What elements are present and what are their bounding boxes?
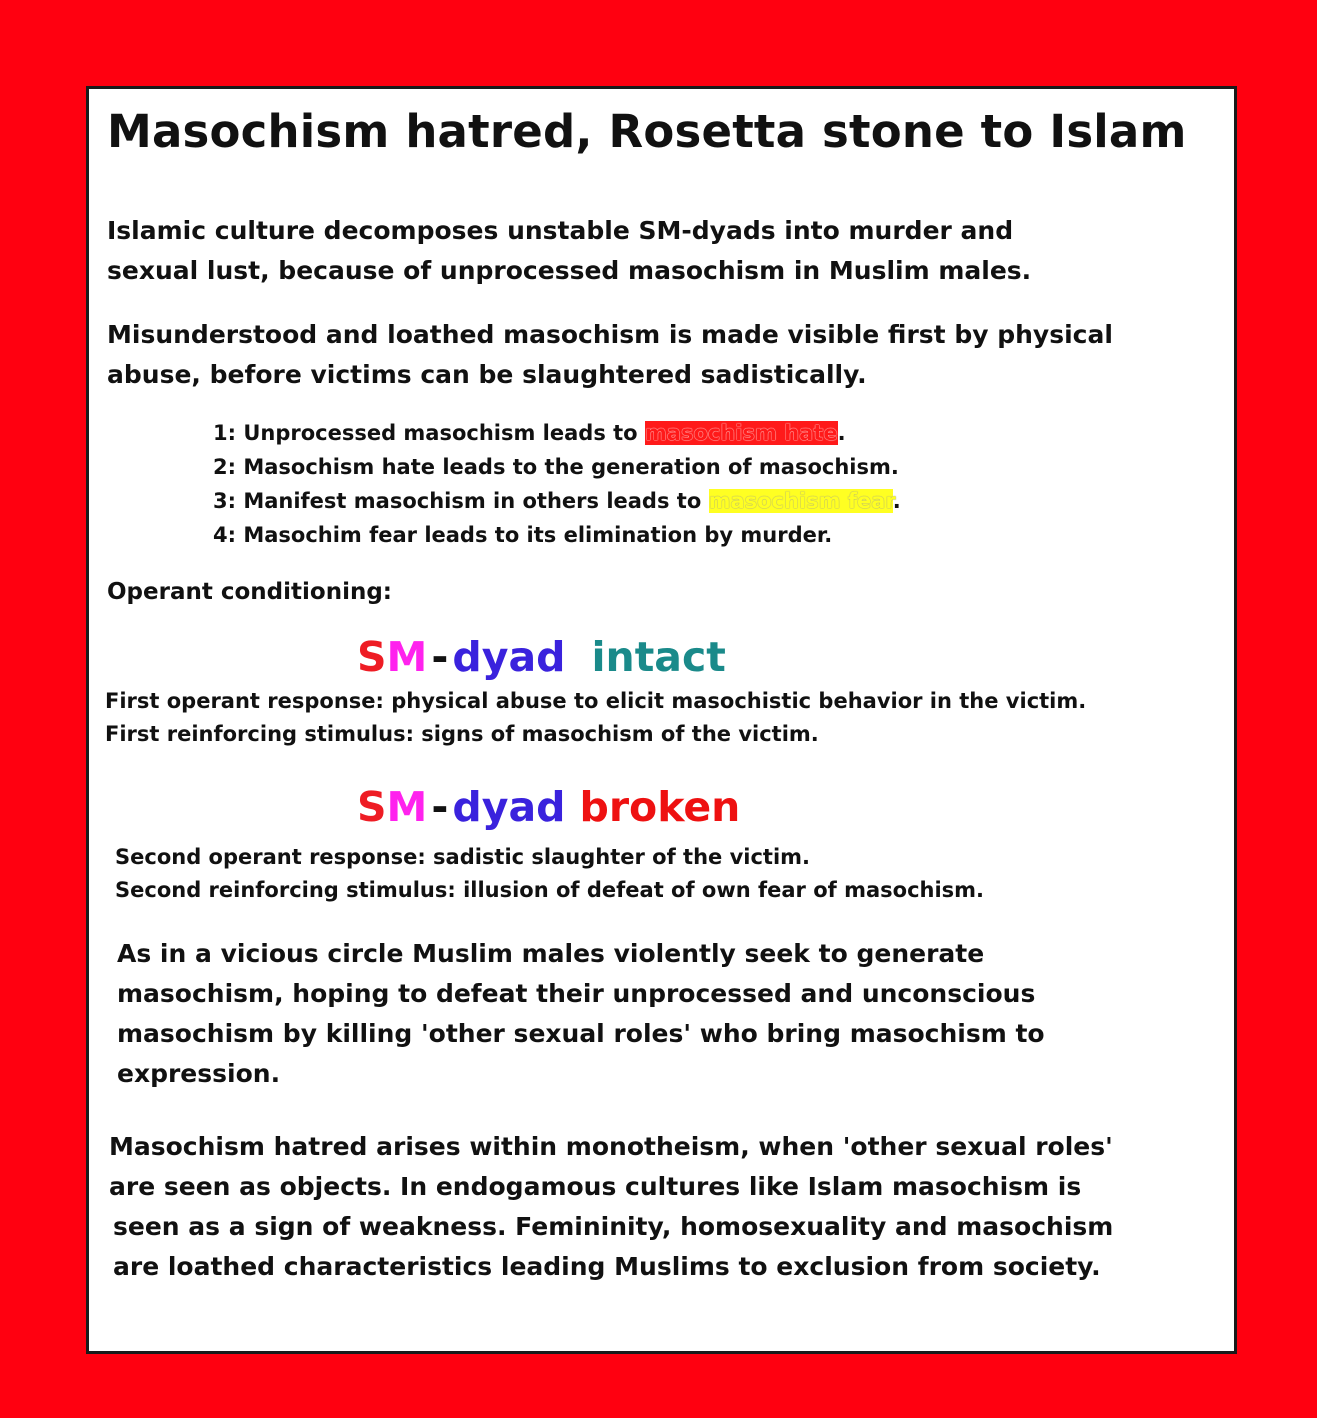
page-title: Masochism hatred, Rosetta stone to Islam bbox=[107, 105, 1187, 158]
dyad-intact-line: First reinforcing stimulus: signs of masochism of the victim. bbox=[105, 722, 819, 746]
operant-heading: Operant conditioning: bbox=[107, 579, 392, 605]
para3-line: As in a vicious circle Muslim males violently seek to generate bbox=[117, 939, 985, 968]
dyad-dash: - bbox=[431, 633, 449, 681]
dyad-dash: - bbox=[431, 783, 449, 831]
third-paragraph bbox=[117, 934, 1045, 1094]
content-card bbox=[86, 86, 1237, 1354]
step-2: 2: Masochism hate leads to the generation of masochism. bbox=[213, 455, 899, 479]
step-1: 1: Unprocessed masochism leads to masochism hate. bbox=[213, 421, 846, 445]
dyad-state-intact: intact bbox=[591, 633, 726, 681]
numbered-steps bbox=[213, 416, 901, 552]
dyad-intact-heading bbox=[357, 633, 726, 681]
dyad-m-letter: M bbox=[386, 633, 428, 681]
step-4: 4: Masochim fear leads to its elimination by murder. bbox=[213, 523, 833, 547]
second-paragraph bbox=[107, 315, 1113, 395]
highlight-masochism-fear: masochism fear bbox=[708, 489, 893, 513]
dyad-broken-heading bbox=[357, 783, 740, 831]
para3-line: masochism, hoping to defeat their unprocessed and unconscious bbox=[117, 979, 1036, 1008]
para4-line: are seen as objects. In endogamous cultures like Islam masochism is bbox=[109, 1172, 1082, 1201]
dyad-intact-line: First operant response: physical abuse to elicit masochistic behavior in the victim. bbox=[105, 689, 1087, 713]
dyad-s-letter: S bbox=[357, 633, 387, 681]
para2-line: abuse, before victims can be slaughtered sadistically. bbox=[107, 360, 867, 389]
para3-line: expression. bbox=[117, 1059, 281, 1088]
dyad-broken-line: Second reinforcing stimulus: illusion of defeat of own fear of masochism. bbox=[115, 878, 985, 902]
intro-line: sexual lust, because of unprocessed masochism in Muslim males. bbox=[107, 256, 1032, 285]
dyad-broken-line: Second operant response: sadistic slaughter of the victim. bbox=[115, 845, 811, 869]
para4-line: Masochism hatred arises within monotheism, when 'other sexual roles' bbox=[109, 1132, 1113, 1161]
intro-line: Islamic culture decomposes unstable SM-dyads into murder and bbox=[107, 216, 1014, 245]
dyad-s-letter: S bbox=[357, 783, 387, 831]
dyad-word: dyad bbox=[452, 783, 566, 831]
highlight-masochism-hate: masochism hate bbox=[644, 421, 838, 445]
para4-line: are loathed characteristics leading Muslims to exclusion from society. bbox=[113, 1252, 1101, 1281]
para3-line: masochism by killing 'other sexual roles' who bring masochism to bbox=[117, 1019, 1045, 1048]
para4-line: seen as a sign of weakness. Femininity, homosexuality and masochism bbox=[113, 1212, 1114, 1241]
intro-paragraph bbox=[107, 211, 1031, 291]
dyad-m-letter: M bbox=[386, 783, 428, 831]
para2-line: Misunderstood and loathed masochism is made visible first by physical bbox=[107, 320, 1113, 349]
step-3: 3: Manifest masochism in others leads to masochism fear. bbox=[213, 489, 901, 513]
dyad-intact-description bbox=[105, 685, 1086, 751]
fourth-paragraph bbox=[109, 1127, 1113, 1287]
dyad-word: dyad bbox=[452, 633, 566, 681]
dyad-broken-description bbox=[115, 841, 984, 907]
dyad-state-broken: broken bbox=[579, 783, 741, 831]
